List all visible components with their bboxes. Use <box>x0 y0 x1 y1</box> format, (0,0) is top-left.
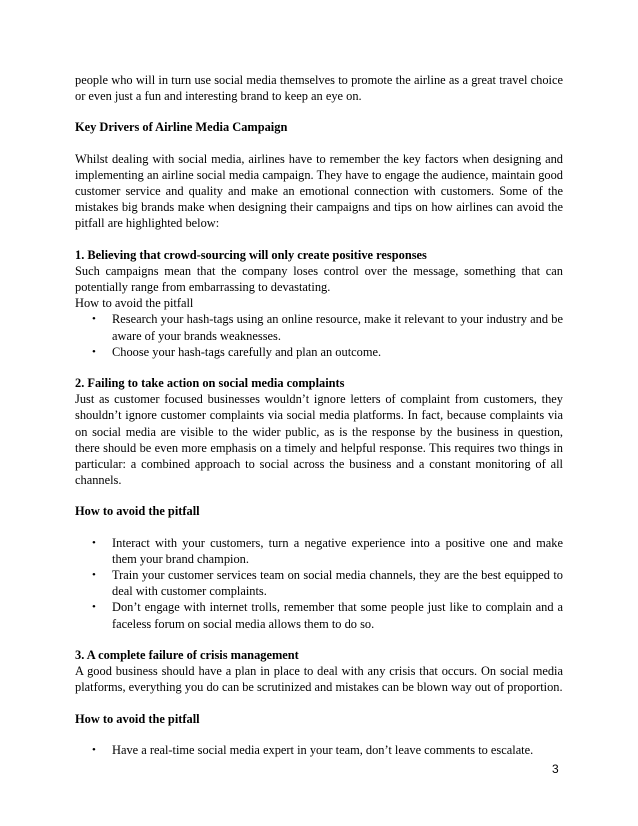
list-item <box>75 311 563 343</box>
spacer <box>75 632 563 647</box>
pitfall-3-tips <box>75 742 563 758</box>
spacer <box>75 696 563 711</box>
tip-text: Don’t engage with internet trolls, remember that some people just like to complain and a faceless forum on social media allows them to do so. <box>112 600 563 631</box>
bullet-icon: • <box>92 743 96 756</box>
tip-text: Have a real-time social media expert in your team, don’t leave comments to escalate. <box>112 742 534 757</box>
list-item <box>75 344 563 360</box>
bullet-icon: • <box>92 536 96 549</box>
pitfall-3-heading: 3. A complete failure of crisis management <box>75 647 299 662</box>
pitfall-1-heading: 1. Believing that crowd-sourcing will only create positive responses <box>75 247 427 262</box>
spacer <box>75 136 563 151</box>
pitfall-3-avoid-label: How to avoid the pitfall <box>75 711 200 726</box>
tip-text: Interact with your customers, turn a negative experience into a positive one and make them your brand champion. <box>112 535 563 566</box>
pitfall-2-tips <box>75 535 563 632</box>
pitfall-2-body: Just as customer focused businesses wouldn’t ignore letters of complaint from customers, they shouldn’t ignore customer complaints via social media platforms. In fact, because complaints via on social media are visible to the wider public, as is the response by the business in question, there should be even more emphasis on a timely and helpful response. This requires two things in particular: a combined approach to social across the business and a constant monitoring of all channels. <box>75 392 563 488</box>
bullet-icon: • <box>92 569 96 582</box>
section-title: Key Drivers of Airline Media Campaign <box>75 120 288 135</box>
bullet-icon: • <box>92 313 96 326</box>
pitfall-2-avoid-label: How to avoid the pitfall <box>75 504 200 519</box>
pitfall-2-heading: 2. Failing to take action on social media complaints <box>75 376 345 391</box>
document-page <box>75 72 563 758</box>
list-item <box>75 742 563 758</box>
spacer <box>75 520 563 535</box>
tip-text: Train your customer services team on social media channels, they are the best equipped to deal with customer complaints. <box>112 568 563 599</box>
spacer <box>75 360 563 375</box>
bullet-icon: • <box>92 345 96 358</box>
section-paragraph: Whilst dealing with social media, airlines have to remember the key factors when designing and implementing an airline social media campaign. They have to engage the audience, maintain good customer service and quality and make an emotional connection with customers. Some of the mistakes big brands make when designing their campaigns and tips on how airlines can avoid the pitfall are highlighted below: <box>75 151 563 231</box>
list-item <box>75 567 563 599</box>
page-number: 3 <box>552 762 559 776</box>
spacer <box>75 727 563 742</box>
list-item <box>75 535 563 567</box>
spacer <box>75 232 563 247</box>
pitfall-1-tips <box>75 311 563 360</box>
spacer <box>75 488 563 503</box>
tip-text: Research your hash-tags using an online resource, make it relevant to your industry and be aware of your brands weaknesses. <box>112 312 563 343</box>
list-item <box>75 599 563 631</box>
intro-paragraph: people who will in turn use social media themselves to promote the airline as a great travel choice or even just a fun and interesting brand to keep an eye on. <box>75 73 563 104</box>
spacer <box>75 104 563 119</box>
pitfall-1-body: Such campaigns mean that the company loses control over the message, something that can potentially range from embarrassing to devastating. <box>75 263 563 295</box>
tip-text: Choose your hash-tags carefully and plan an outcome. <box>112 344 382 359</box>
bullet-icon: • <box>92 601 96 614</box>
pitfall-1-avoid-label: How to avoid the pitfall <box>75 296 194 311</box>
pitfall-3-body: A good business should have a plan in place to deal with any crisis that occurs. On social media platforms, everything you do can be scrutinized and mistakes can be blown way out of proportion. <box>75 664 563 695</box>
